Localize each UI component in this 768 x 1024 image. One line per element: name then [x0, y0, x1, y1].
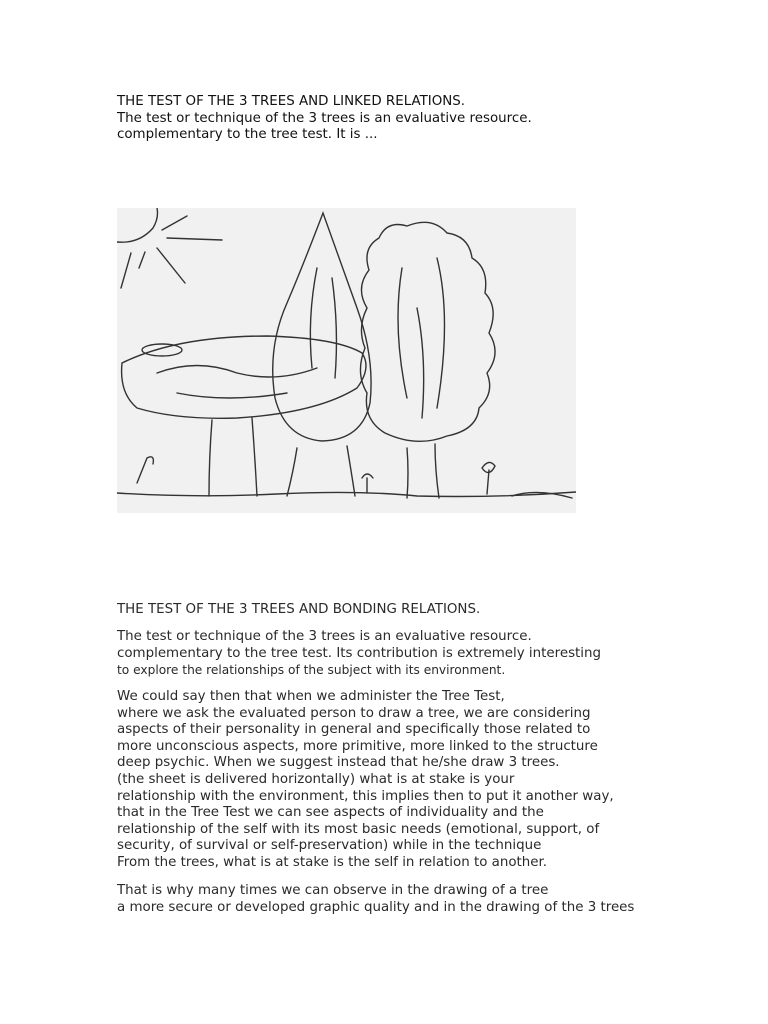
paragraph-2-line-10: security, of survival or self-preservation) while in the technique [117, 838, 542, 854]
tree-drawing-icon [117, 208, 576, 513]
three-trees-drawing [117, 208, 576, 513]
paragraph-2-line-1: We could say then that when we administer the Tree Test, [117, 689, 505, 704]
intro-block [117, 94, 748, 144]
paragraph-2-line-9: relationship of the self with its most basic needs (emotional, support, of [117, 821, 600, 837]
paragraph-2-line-5: deep psychic. When we suggest instead that he/she draw 3 trees. [117, 755, 560, 771]
intro-line-2: complementary to the tree test. It is ... [117, 127, 378, 143]
paragraph-2-line-4: more unconscious aspects, more primitive, more linked to the structure [117, 738, 598, 754]
paragraph-2-line-6: (the sheet is delivered horizontally) what is at stake is your [117, 771, 515, 787]
intro-line-1: The test or technique of the 3 trees is an evaluative resource. [117, 110, 532, 126]
paragraph-1-line-1: The test or technique of the 3 trees is an evaluative resource. [117, 629, 532, 644]
paragraph-2-line-3: aspects of their personality in general and specifically those related to [117, 722, 591, 738]
intro-title: THE TEST OF THE 3 TREES AND LINKED RELATIONS. [117, 94, 466, 109]
paragraph-2 [117, 689, 748, 872]
section-heading: THE TEST OF THE 3 TREES AND BONDING RELATIONS. [117, 602, 481, 617]
paragraph-3-line-1: That is why many times we can observe in the drawing of a tree [117, 883, 549, 898]
paragraph-3 [117, 883, 748, 916]
paragraph-2-line-11: From the trees, what is at stake is the self in relation to another. [117, 854, 548, 870]
paragraph-1-line-2: complementary to the tree test. Its contribution is extremely interesting [117, 645, 602, 661]
paragraph-3-line-2: a more secure or developed graphic quality and in the drawing of the 3 trees [117, 899, 635, 915]
paragraph-2-line-8: that in the Tree Test we can see aspects of individuality and the [117, 805, 544, 821]
paragraph-2-line-2: where we ask the evaluated person to draw a tree, we are considering [117, 705, 591, 721]
paragraph-1-line-3: to explore the relationships of the subject with its environment. [117, 663, 506, 678]
paragraph-2-line-7: relationship with the environment, this implies then to put it another way, [117, 788, 614, 804]
paragraph-1 [117, 629, 748, 679]
